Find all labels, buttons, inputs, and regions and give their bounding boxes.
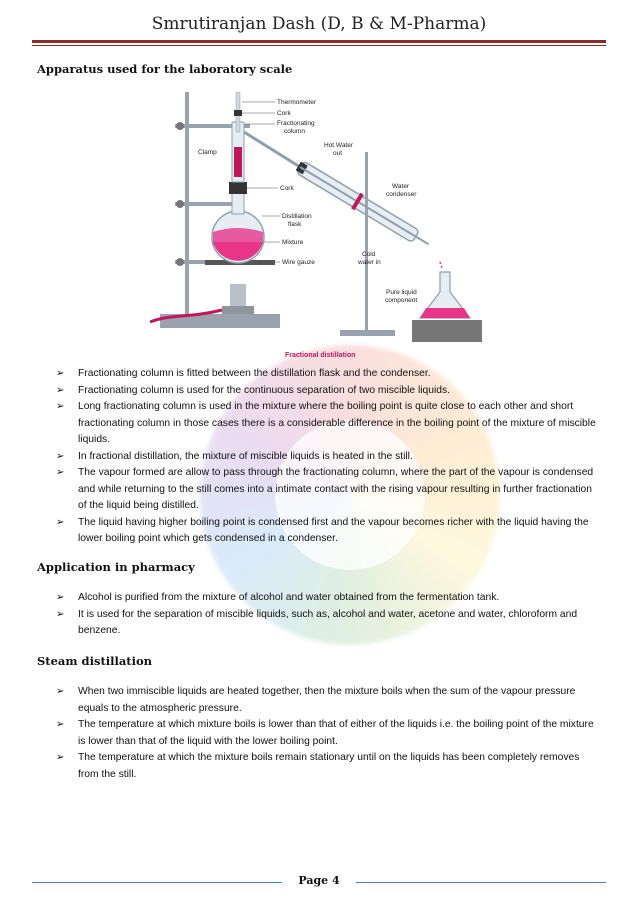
list-item: ➢ Alcohol is purified from the mixture of alcohol and water obtained from the fermentation tank. [56, 590, 601, 607]
list-item: ➢ In fractional distillation, the mixture of miscible liquids is heated in the still. [56, 449, 601, 466]
section-heading-apparatus: Apparatus used for the laboratory scale [37, 62, 293, 76]
arrow-bullet-icon: ➢ [56, 401, 65, 412]
label-cork: Cork [280, 185, 294, 192]
cork [229, 182, 247, 194]
list-item: ➢ Fractionating column is used for the continuous separation of two miscible liquids. [56, 383, 601, 400]
label-clamp: Clamp [198, 149, 217, 156]
arrow-bullet-icon: ➢ [56, 368, 65, 379]
arrow-bullet-icon: ➢ [56, 450, 65, 462]
list-item: ➢ It is used for the separation of miscible liquids, such as, alcohol and water, acetone and water, chloroform and benzene. [56, 608, 578, 636]
bullet-list-steam [56, 684, 601, 783]
label-cork-top: Cork [277, 110, 291, 117]
label-distillation-flask-1: Distillation [282, 213, 312, 220]
label-fractionating-column-1: Fractionating [277, 120, 315, 127]
list-item: ➢ The temperature at which the mixture boils remain stationary until on the liquids has been completely removes from the still. [56, 752, 580, 780]
arrow-bullet-icon: ➢ [56, 686, 65, 697]
label-distillation-flask-2: flask [288, 221, 302, 228]
arrow-bullet-icon: ➢ [56, 516, 65, 528]
receiver-block [412, 320, 482, 342]
list-item: ➢ The vapour formed are allow to pass through the fractionating column, where the part of the vapour is condensed and while returning to the still comes into a intimate contact with the rising vapour resulting in further fractionation of the liquid being distilled. [56, 467, 594, 511]
figure-caption: Fractional distillation [285, 352, 356, 359]
header-rule [32, 40, 606, 43]
arrow-bullet-icon: ➢ [56, 384, 65, 396]
label-pure-liquid-1: Pure liquid [386, 289, 417, 296]
fractional-distillation-figure [150, 92, 490, 362]
label-cold-water-1: Cold [362, 251, 376, 258]
arrow-bullet-icon: ➢ [56, 608, 65, 620]
list-item: ➢ Fractionating column is fitted between the distillation flask and the condenser. [56, 366, 601, 383]
list-item: ➢ The liquid having higher boiling point is condensed first and the vapour becomes richer with the liquid having the lower boiling point which gets condensed in a condenser. [56, 516, 589, 544]
arrow-bullet-icon: ➢ [56, 752, 65, 763]
label-wire-gauze: Wire gauze [282, 259, 315, 266]
label-thermometer: Thermometer [277, 99, 317, 106]
label-water-condenser-2: condenser [386, 191, 417, 198]
arrow-bullet-icon: ➢ [56, 592, 65, 603]
section-heading-application: Application in pharmacy [37, 560, 195, 574]
list-item: ➢ Long fractionating column is used in the mixture where the boiling point is quite close to each other and short fractionating column in those cases there is a considerable difference in the boiling point of the mixture of miscible liquids. [56, 401, 596, 445]
label-fractionating-column-2: column [284, 128, 305, 135]
label-water-condenser-1: Water [392, 183, 410, 190]
label-mixture: Mixture [282, 239, 304, 246]
page-header-title: Smrutiranjan Dash (D, B & M-Pharma) [151, 14, 487, 34]
label-pure-liquid-2: component [385, 297, 418, 304]
arrow-bullet-icon: ➢ [56, 719, 65, 730]
section-heading-steam: Steam distillation [37, 654, 153, 668]
arrow-bullet-icon: ➢ [56, 467, 65, 478]
label-hot-water-2: out [333, 150, 343, 157]
page-number: Page 4 [298, 874, 340, 887]
list-item: ➢ When two immiscible liquids are heated together, then the mixture boils when the sum of the vapour pressure equals to the atmospheric pressure. [56, 686, 576, 714]
bullet-list-apparatus [56, 366, 601, 548]
bullet-list-application [56, 590, 601, 640]
label-cold-water-2: water in [358, 259, 381, 266]
stand-rod-right [365, 152, 368, 332]
header-rule-thin [32, 45, 606, 46]
label-hot-water-1: Hot Water [324, 142, 354, 149]
list-item: ➢ The temperature at which mixture boils is lower than that of either of the liquids i.e. the boiling point of the mixture is lower than that of the liquid with the lower boiling point. [56, 719, 594, 747]
